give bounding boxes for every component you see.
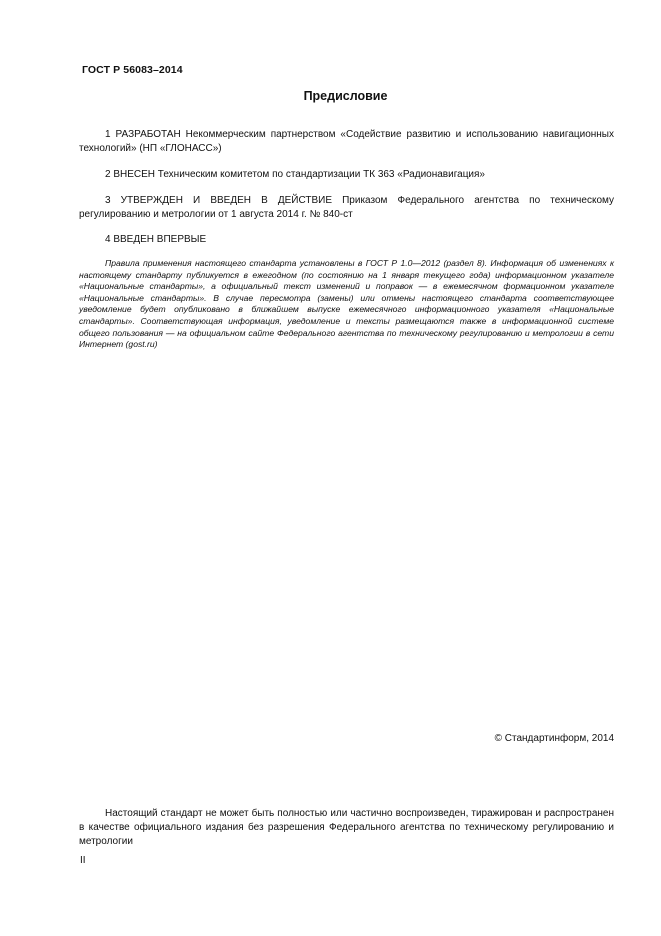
page-title: Предисловие [303, 89, 388, 103]
application-rules-note: Правила применения настоящего стандарта установлены в ГОСТ Р 1.0—2012 (раздел 8). Информация об изменениях к настоящему стандарту публикуется в ежегодном (по состоянию на 1 января текущего года) информационном указателе «Национальные стандарты», а официальный текст изменений и поправок — в ежемесячном формационном указателе «Национальные стандарты». В случае пересмотра (замены) или отмены настоящего стандарта соответствующее уведомление будет опубликовано в ближайшем выпуске ежемесячного информационного указателя «Национальные стандарты». Соответствующая информация, уведомление и тексты размещаются также в информационной системе общего пользования — на официальном сайте Федерального агентства по техническому регулированию и метрологии в сети Интернет (gost.ru) [79, 258, 614, 350]
page-number: II [80, 855, 86, 866]
paragraph-developed-by: 1 РАЗРАБОТАН Некоммерческим партнерством «Содействие развитию и использованию навигационных технологий» (НП «ГЛОНАСС») [79, 129, 614, 154]
document-code: ГОСТ Р 56083–2014 [82, 64, 183, 76]
copyright-notice: © Стандартинформ, 2014 [494, 733, 614, 744]
reproduction-notice: Настоящий стандарт не может быть полностью или частично воспроизведен, тиражирован и распространен в качестве официального издания без разрешения Федерального агентства по техническому регулированию и метрологии [79, 808, 614, 847]
paragraph-submitted-by: 2 ВНЕСЕН Техническим комитетом по стандартизации ТК 363 «Радионавигация» [105, 169, 485, 180]
paragraph-introduced-first: 4 ВВЕДЕН ВПЕРВЫЕ [105, 234, 207, 245]
paragraph-approved: 3 УТВЕРЖДЕН И ВВЕДЕН В ДЕЙСТВИЕ Приказом Федерального агентства по техническому регулированию и метрологии от 1 августа 2014 г. № 840-ст [79, 195, 614, 220]
